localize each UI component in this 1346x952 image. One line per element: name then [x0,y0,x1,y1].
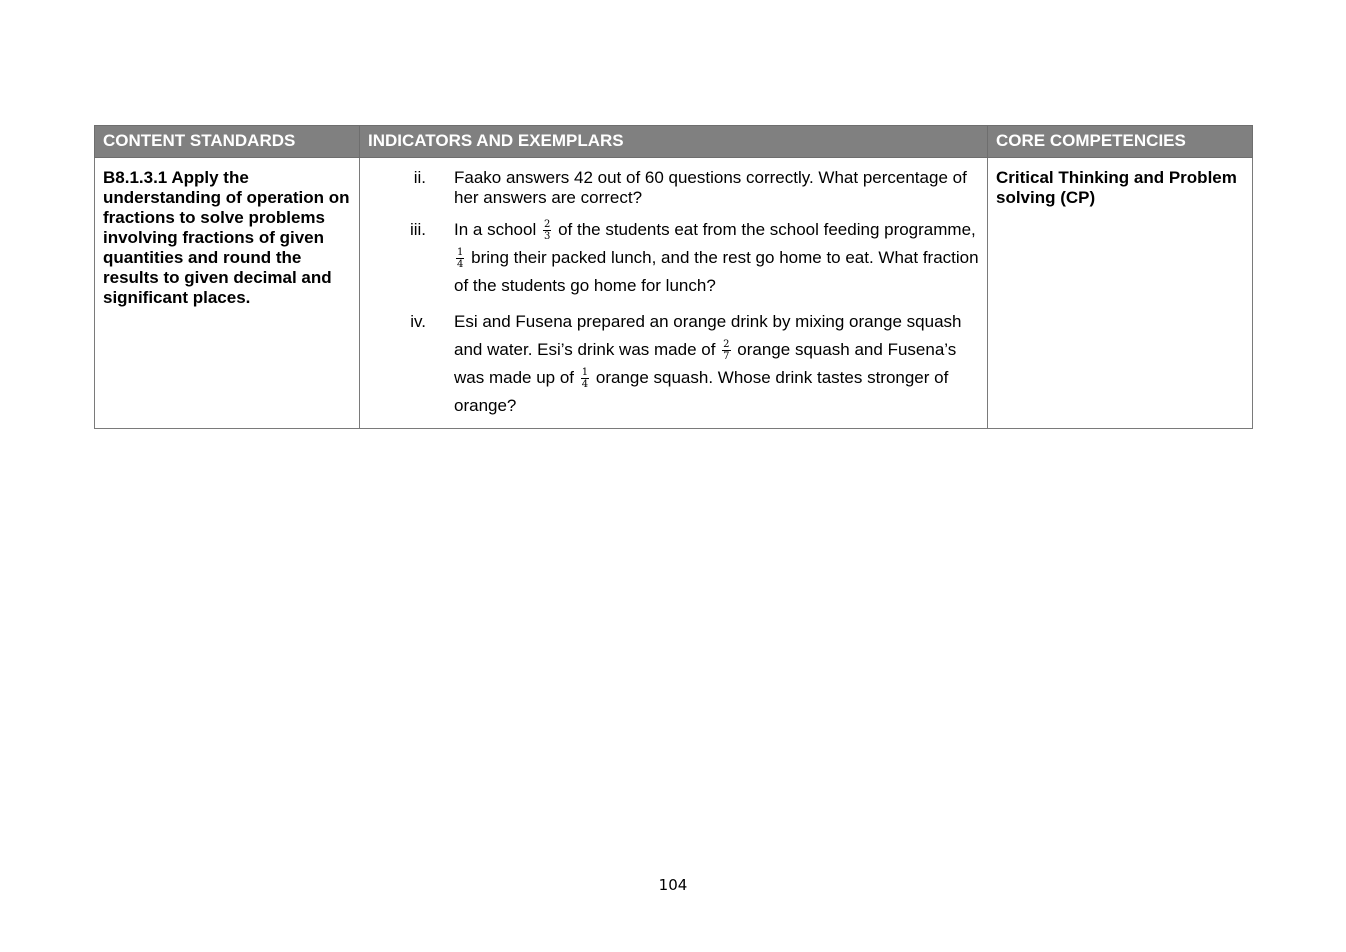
fraction-numerator: 1 [457,247,464,259]
fraction [722,339,730,362]
fraction-numerator: 1 [581,367,589,379]
core-competency-text: Critical Thinking and Problem solving (CP) [996,168,1237,207]
fraction [581,367,589,390]
item-text-part: orange squash and Fusena’s was made up of [454,340,957,387]
fraction-numerator: 2 [723,339,730,351]
item-number: iii. [409,220,426,239]
item-text-part: of the students eat from the school feeding programme, [558,220,976,239]
exemplar-item-ii [368,168,979,208]
content-standard-text: B8.1.3.1 Apply the understanding of operation on fractions to solve problems involving fractions of given quantities and round the results to given decimal and significant places. [103,168,350,307]
fraction-denominator: 3 [543,231,551,243]
fraction-denominator: 7 [723,351,730,363]
item-text-part: orange squash. Whose drink tastes stronger of orange? [454,368,949,415]
header-indicators-exemplars: INDICATORS AND EXEMPLARS [360,126,988,158]
curriculum-table [94,125,1253,429]
item-text [454,308,979,420]
header-row [95,126,1253,158]
indicators-cell [360,158,988,429]
content-standard-cell [95,158,360,429]
fraction-denominator: 4 [581,379,589,391]
item-number: ii. [413,168,426,187]
item-text: Faako answers 42 out of 60 questions correctly. What percentage of her answers are correct? [454,168,967,207]
header-core-competencies: CORE COMPETENCIES [988,126,1253,158]
fraction-denominator: 4 [457,259,464,271]
core-competency-cell [988,158,1253,429]
page-number: 104 [658,876,688,894]
fraction-numerator: 2 [543,219,551,231]
exemplar-list [368,168,979,420]
fraction [543,219,551,242]
table-row [95,158,1253,429]
header-content-standards: CONTENT STANDARDS [95,126,360,158]
item-text [454,216,979,300]
item-text-part: In a school [454,220,537,239]
item-text-part: bring their packed lunch, and the rest go home to eat. What fraction of the students go home for lunch? [454,248,979,295]
item-number: iv. [410,312,426,331]
item-text-part: Esi and Fusena prepared an orange drink by mixing orange squash and water. Esi’s drink was made of [454,312,962,359]
exemplar-item-iii [368,216,979,300]
fraction [456,247,464,270]
exemplar-item-iv [368,308,979,420]
